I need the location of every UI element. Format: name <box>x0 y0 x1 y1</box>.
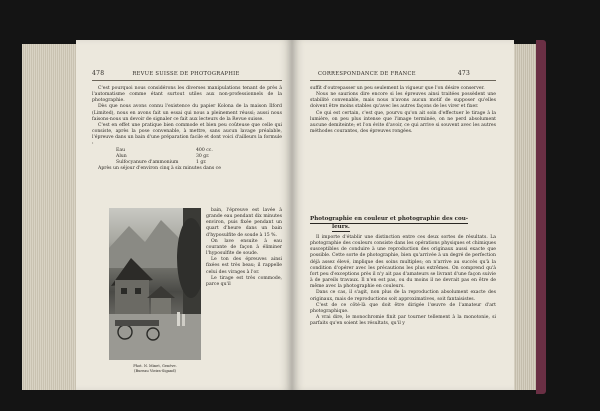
left-page-number: 478 <box>92 70 105 77</box>
right-page-number: 473 <box>457 70 471 77</box>
left-body-text <box>92 86 282 172</box>
right-header-rule <box>310 80 496 81</box>
page-block-edge-right <box>514 44 538 390</box>
mountain-chalet-photo <box>109 208 201 360</box>
paragraph: Le tirage est très commode, parce qu'il <box>206 275 282 287</box>
paragraph: suffit d'outrepasser un peu seulement la vigueur que l'on désire conserver. <box>310 86 485 91</box>
photo-illustration <box>109 208 201 360</box>
paragraph: A vrai dire, le monochromie finit par tourner tellement à la monotonie, si parfaits qu'en soient les résultats, qu'il y <box>310 315 496 327</box>
paragraph: Le ton des épreuves ainsi fixées est très beau; il rappelle celui des virages à l'or. <box>206 257 282 275</box>
right-page <box>292 40 514 390</box>
formula-block <box>92 148 282 166</box>
paragraph: Ce qui est certain, c'est que, pourvu qu'on ait soin d'effectuer le tirage à la lumière, on peu plus intense que l'image terminée, on ne perd absolument aucune demiteinte; et l'on évite d'avoir, ce qui arrive si souvent avec les autres méthodes courantes, des épreuves rongées. <box>310 110 496 135</box>
left-running-header: REVUE SUISSE DE PHOTOGRAPHIE <box>132 71 240 77</box>
paragraph: Dans ce cas, il s'agit, non plus de la reproduction absolument exacte des originaux, mais de reproductions soit approximatives, soit fantaisistes. <box>310 290 496 302</box>
paragraph: C'est en effet une pratique bien commode et bien peu coûteuse que celle qui consiste, après la pose convenable, à mettre, sans aucun lavage préalable, l'épreuve dans un bain d'une préparation facile et dont voici d'ailleurs la formule : <box>92 122 282 147</box>
book-cover-edge <box>536 40 546 394</box>
photo-caption: Phot. N. Minet, Genève. (Bureau Vieira-Sigand) <box>133 364 177 373</box>
left-header-rule <box>92 80 282 81</box>
paragraph: Il importe d'établir une distinction entre ces deux sortes de résultats. La photographie des couleurs consiste dans les opérations physiques et chimiques susceptibles de conduire à une reproduction des originaux aussi exacte que possible. Cette sorte de photographie, bien qu'arrivée à un degré de perfection déjà assez élevé, implique des soins multiples; on n'arrive au succès qu'à la condition d'opérer avec les précautions les plus extrêmes. On comprend qu'à fort peu d'exceptions près il n'y ait pas d'amateurs se livrant d'une façon suivie à de pareils travaux. Il n'en est pas, ou du moins il ne devrait pas en être de même avec la photographie en couleurs. <box>310 235 496 290</box>
paragraph: Nous ne saurions dire encore si les épreuves ainsi traitées possèdent une stabilité convenable, mais nous n'avons aucun motif de supposer qu'elles doivent être moins stables qu'avec les autres façons de les virer et fixer. <box>310 92 496 110</box>
formula-line: Sulfocyanure d'ammonium 1 gr. <box>116 159 207 165</box>
right-body-text-top <box>310 86 496 135</box>
formula-line: Eau 400 cc. <box>116 147 213 153</box>
paragraph: Après un séjour d'environ cinq à six minutes dans ce <box>98 166 221 172</box>
formula-line: Alun 30 gr. <box>116 153 210 159</box>
right-body-text-bottom <box>310 235 496 327</box>
right-running-header: CORRESPONDANCE DE FRANCE <box>318 71 416 77</box>
paragraph: Dès que nous avons connu l'existence du papier Kolona de la maison Ilford (Limited), nous en avons fait un essai qui nous a pleinement réussi; aussi nous faisons-nous un devoir de signaler ce fait aux lecteurs de la Revue suisse. <box>92 104 282 122</box>
left-page <box>76 40 292 390</box>
paragraph: C'est de ce côté-là que doit être dirigée l'œuvre de l'amateur d'art photographique. <box>310 302 496 314</box>
paragraph: C'est pourquoi nous considérons les diverses manipulations tenant de près à l'automatisme comme étant surtout utiles aux non-professionnels de la photographie. <box>92 86 282 104</box>
page-block-edge-left <box>22 44 78 390</box>
paragraph: bain, l'épreuve est lavée à grande eau pendant dix minutes environ, puis fixée pendant un quart d'heure dans un bain d'hyposulfite de soude à 15 %. <box>206 208 282 238</box>
text-beside-photo <box>206 208 282 288</box>
paragraph: On lave ensuite à eau courante de façon à éliminer l'hyposulfite de soude. <box>206 238 282 257</box>
section-heading: Photographie en couleur et photographie des cou- leurs. <box>310 216 469 230</box>
